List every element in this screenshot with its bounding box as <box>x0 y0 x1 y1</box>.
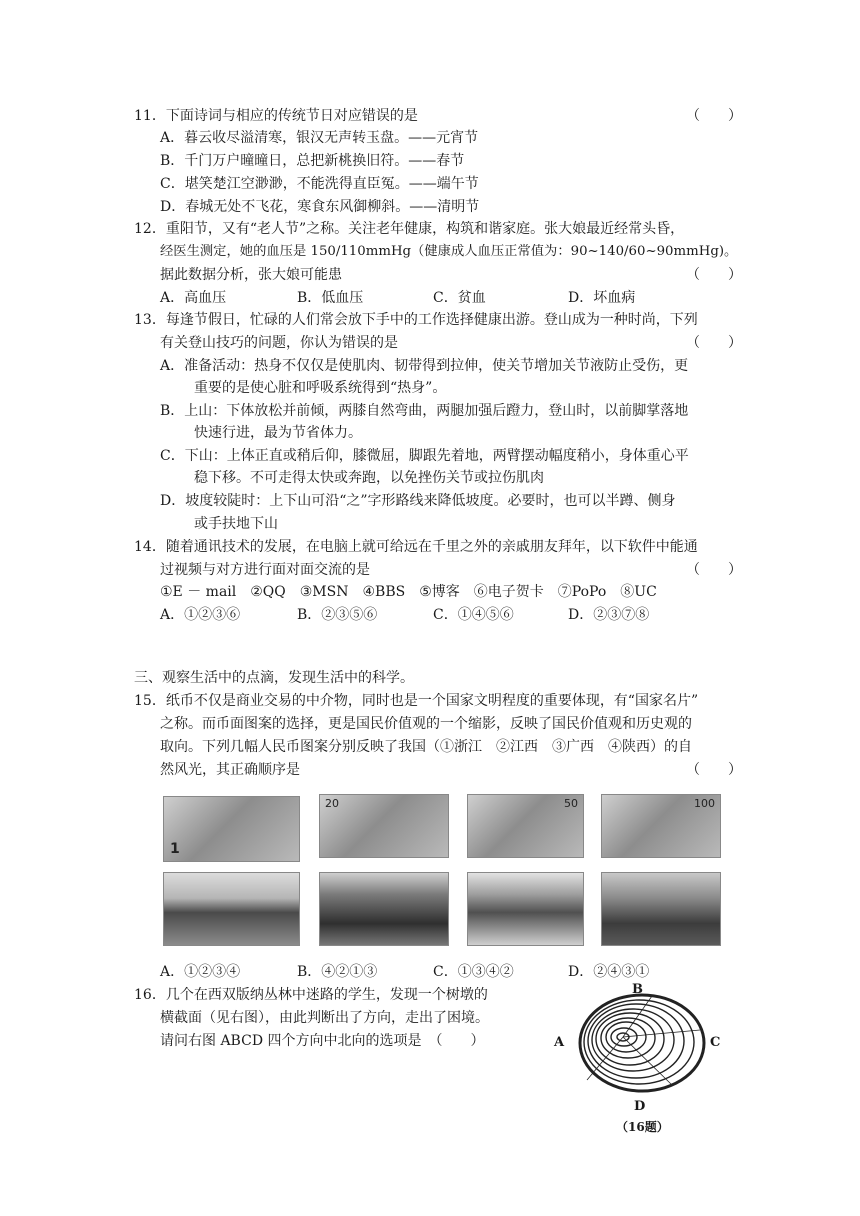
direction-label-d: D <box>634 1099 646 1114</box>
q12-stem-line1: 12．重阳节，又有“老人节”之称。关注老年健康，构筑和谐家庭。张大娘最近经常头昏， <box>134 221 685 237</box>
q13-option-a-line2: 重要的是使心脏和呼吸系统得到“热身”。 <box>194 380 447 396</box>
q12-stem-line2: 经医生测定，她的血压是 150/110mmHg（健康成人血压正常值为：90~140/60~90mmHg)。 <box>160 244 738 259</box>
q12-option-c: C．贫血 <box>433 290 486 306</box>
q13-stem-line2: 有关登山技巧的问题，你认为错误的是 <box>160 335 398 351</box>
q11-stem: 11．下面诗词与相应的传统节日对应错误的是 <box>134 108 418 124</box>
q13-option-d-line1: D．坡度较陡时：上下山可沿“之”字形路线来降低坡度。必要时，也可以半蹲、侧身 <box>160 493 676 509</box>
q15-stem-line1: 15．纸币不仅是商业交易的中介物，同时也是一个国家文明程度的重要体现，有“国家名片” <box>134 693 699 709</box>
q13-option-c-line2: 稳下移。不可走得太快或奔跑，以免挫伤关节或拉伤肌肉 <box>194 470 544 486</box>
q11-option-a: A．暮云收尽溢清寒，银汉无声转玉盘。——元宵节 <box>160 130 479 146</box>
q11-answer-paren: （ ） <box>686 108 742 124</box>
direction-label-c: C <box>710 1035 721 1050</box>
q13-option-b-line1: B．上山：下体放松并前倾，两膝自然弯曲，两腿加强后蹬力，登山时，以前脚掌落地 <box>160 403 689 419</box>
q13-option-c-line1: C．下山：上体正直或稍后仰，膝微屈，脚跟先着地，两臂摆动幅度稍小，身体重心平 <box>160 448 689 464</box>
landscape-photo-1 <box>163 872 300 946</box>
q16-stem-line2: 横截面（见右图），由此判断出了方向，走出了困境。 <box>160 1010 489 1026</box>
q12-option-d: D．坏血病 <box>568 290 636 306</box>
banknote-1-denomination: 1 <box>170 841 180 857</box>
q14-stem-line1: 14．随着通讯技术的发展，在电脑上就可给远在千里之外的亲戚朋友拜年，以下软件中能通 <box>134 539 698 555</box>
q13-answer-paren: （ ） <box>686 335 742 351</box>
banknote-3-denomination: 50 <box>564 797 578 810</box>
section-heading: 三、观察生活中的点滴，发现生活中的科学。 <box>134 670 414 686</box>
q14-answer-paren: （ ） <box>686 562 742 578</box>
q16-stem-line1: 16．几个在西双版纳丛林中迷路的学生，发现一个树墩的 <box>134 987 488 1003</box>
banknote-1-image <box>163 796 300 862</box>
q12-answer-paren: （ ） <box>686 267 742 283</box>
direction-label-b: B <box>632 982 643 997</box>
q11-option-b: B．千门万户曈曈日，总把新桃换旧符。——春节 <box>160 153 465 169</box>
q11-option-c: C．堪笑楚江空渺渺，不能洗得直臣冤。——端午节 <box>160 176 479 192</box>
banknote-2-denomination: 20 <box>325 797 339 810</box>
banknote-4-denomination: 100 <box>694 797 715 810</box>
landscape-photo-3 <box>467 872 584 946</box>
q15-option-a: A．①②③④ <box>160 964 241 980</box>
landscape-photo-4 <box>601 872 721 946</box>
q11-option-d: D．春城无处不飞花，寒食东风御柳斜。——清明节 <box>160 199 480 215</box>
q15-stem-line3: 取向。下列几幅人民币图案分别反映了我国（①浙江 ②江西 ③广西 ④陕西）的自 <box>160 739 692 755</box>
q12-stem-line3: 据此数据分析，张大娘可能患 <box>160 267 342 283</box>
landscape-photo-2 <box>319 872 449 946</box>
figure-caption: （16题） <box>616 1120 669 1134</box>
q12-option-b: B．低血压 <box>297 290 364 306</box>
q15-stem-line4: 然风光，其正确顺序是 <box>160 762 300 778</box>
q15-option-b: B．④②①③ <box>297 964 378 980</box>
q14-option-b: B．②③⑤⑥ <box>297 607 378 623</box>
q14-stem-line2: 过视频与对方进行面对面交流的是 <box>160 562 370 578</box>
q13-stem-line1: 13．每逢节假日，忙碌的人们常会放下手中的工作选择健康出游。登山成为一种时尚，下列 <box>134 312 698 328</box>
q15-option-d: D．②④③① <box>568 964 650 980</box>
q13-option-b-line2: 快速行进，最为节省体力。 <box>194 425 362 441</box>
banknote-2-image <box>319 794 449 858</box>
q16-stem-line3: 请问右图 ABCD 四个方向中北向的选项是 （ ） <box>160 1033 485 1049</box>
q15-option-c: C．①③④② <box>433 964 514 980</box>
banknote-4-image <box>601 794 721 858</box>
q14-option-d: D．②③⑦⑧ <box>568 607 650 623</box>
q13-option-a-line1: A．准备活动：热身不仅仅是使肌肉、韧带得到拉伸，使关节增加关节液防止受伤，更 <box>160 358 689 374</box>
q12-option-a: A．高血压 <box>160 290 227 306</box>
tree-rings-diagram <box>552 980 722 1140</box>
q15-answer-paren: （ ） <box>686 762 742 778</box>
tree-stump-figure <box>552 980 722 1140</box>
q14-software-list: ①E － mail ②QQ ③MSN ④BBS ⑤博客 ⑥电子贺卡 ⑦PoPo ⑧UC <box>160 584 657 600</box>
banknote-3-image <box>467 794 584 858</box>
q14-option-a: A．①②③⑥ <box>160 607 241 623</box>
q15-stem-line2: 之称。而币面图案的选择，更是国民价值观的一个缩影，反映了国民价值观和历史观的 <box>160 716 692 732</box>
q14-option-c: C．①④⑤⑥ <box>433 607 514 623</box>
q13-option-d-line2: 或手扶地下山 <box>194 516 278 532</box>
direction-label-a: A <box>554 1035 565 1050</box>
